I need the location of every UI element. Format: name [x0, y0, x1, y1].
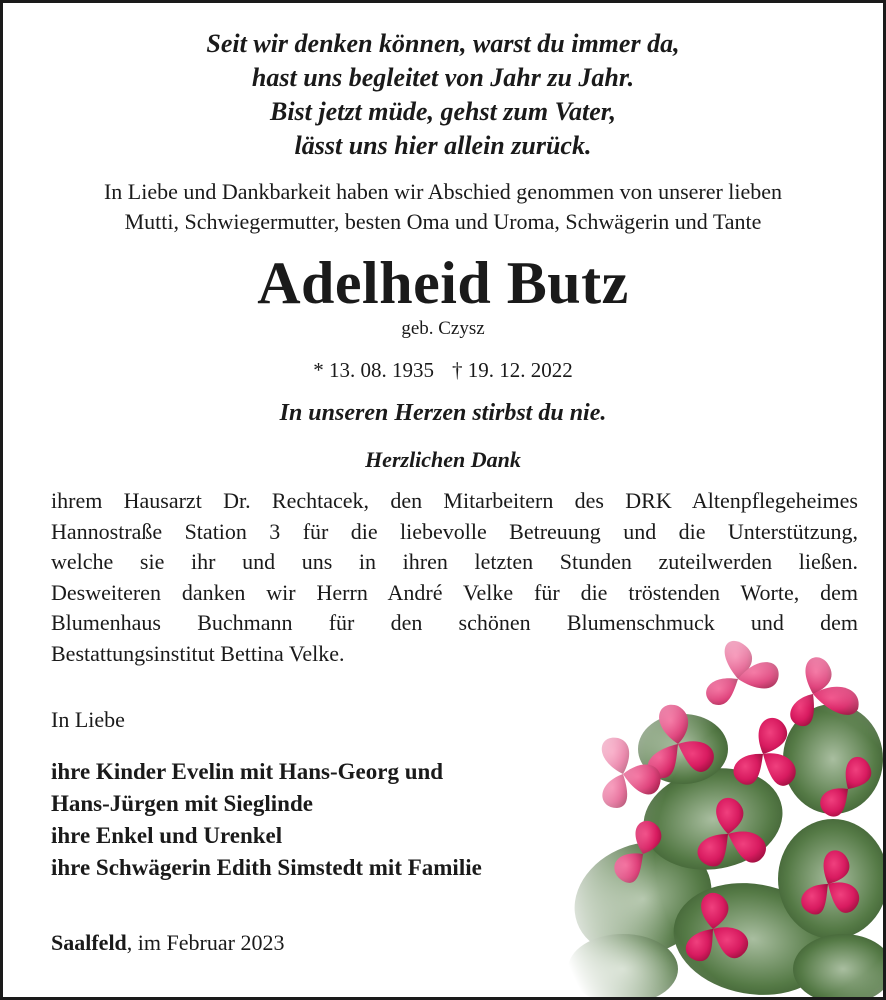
thanks-line: Bestattungsinstitut Bettina Velke.: [51, 640, 345, 666]
poem-line: hast uns begleitet von Jahr zu Jahr.: [251, 63, 635, 92]
thanks-line: Blumenhaus Buchmann für den schönen Blumenschmuck und dem: [51, 610, 858, 635]
intro-text: [3, 177, 883, 237]
cyclamen-flowers-image: [563, 639, 883, 997]
thanks-line: Desweiteren danken wir Herrn André Velke für die tröstenden Worte, dem: [51, 579, 858, 605]
birth-date: * 13. 08. 1935: [313, 358, 434, 382]
mourner-line: ihre Enkel und Urenkel: [51, 823, 283, 848]
poem: [3, 27, 883, 163]
mourners-list: [51, 756, 482, 884]
life-dates: [3, 356, 883, 384]
intro-line: In Liebe und Dankbarkeit haben wir Abschied genommen von unserer lieben: [103, 179, 783, 204]
intro-line: Mutti, Schwiegermutter, besten Oma und Uroma, Schwägerin und Tante: [124, 209, 762, 234]
poem-line: Bist jetzt müde, gehst zum Vater,: [269, 97, 616, 126]
mourner-line: ihre Schwägerin Edith Simstedt mit Familie: [51, 855, 482, 880]
place-date-text: , im Februar 2023: [126, 930, 285, 955]
thanks-heading: Herzlichen Dank: [365, 447, 521, 472]
mourner-line: ihre Kinder Evelin mit Hans-Georg und: [51, 759, 444, 784]
poem-line: Seit wir denken können, warst du immer da,: [206, 29, 680, 58]
place-city: Saalfeld: [51, 930, 127, 955]
place-date: [51, 929, 284, 957]
thanks-line: Hannostraße Station 3 für die liebevolle Betreuung und die Unterstützung,: [51, 518, 858, 544]
poem-line: lässt uns hier allein zurück.: [294, 131, 592, 160]
mourner-line: Hans-Jürgen mit Sieglinde: [51, 791, 313, 816]
thanks-line: welche sie ihr und uns in ihren letzten Stunden zuteilwerden ließen.: [51, 549, 858, 574]
closing-phrase: In Liebe: [51, 707, 125, 732]
thanks-line: ihrem Hausarzt Dr. Rechtacek, den Mitarbeitern des DRK Altenpflegeheimes: [51, 488, 858, 513]
maiden-name: geb. Czysz: [401, 318, 485, 339]
deceased-name: Adelheid Butz: [257, 250, 629, 316]
death-date: † 19. 12. 2022: [452, 358, 573, 382]
motto: In unseren Herzen stirbst du nie.: [279, 400, 607, 426]
